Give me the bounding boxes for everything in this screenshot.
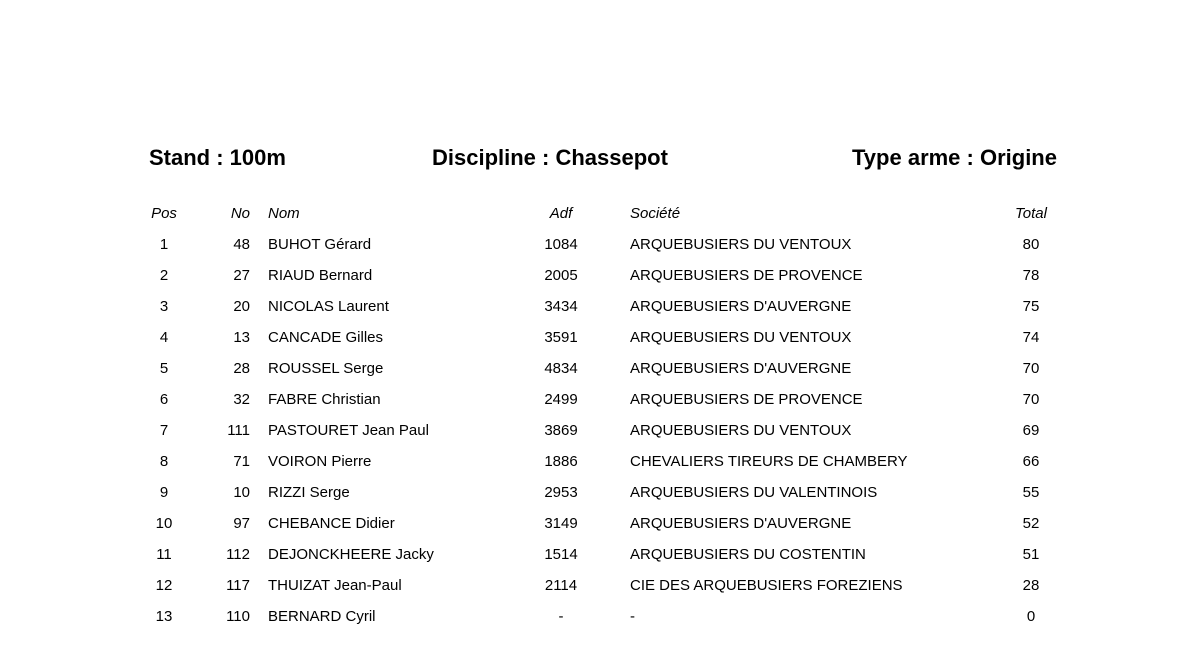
cell-nom: BUHOT Gérard xyxy=(268,236,372,253)
cell-nom: FABRE Christian xyxy=(268,391,381,408)
cell-pos: 1 xyxy=(159,236,169,253)
results-table xyxy=(134,198,1061,632)
cell-no: 13 xyxy=(233,329,250,346)
table-row xyxy=(134,229,1061,260)
table-row xyxy=(134,415,1061,446)
col-header-societe: Société xyxy=(630,205,681,222)
cell-societe: ARQUEBUSIERS DU COSTENTIN xyxy=(630,546,866,563)
cell-total: 80 xyxy=(1022,236,1040,253)
cell-nom: BERNARD Cyril xyxy=(268,608,376,625)
cell-total: 69 xyxy=(1022,422,1040,439)
cell-nom: RIZZI Serge xyxy=(268,484,350,501)
cell-societe: - xyxy=(630,608,635,625)
cell-no: 48 xyxy=(233,236,250,253)
cell-no: 28 xyxy=(233,360,250,377)
cell-societe: ARQUEBUSIERS DU VENTOUX xyxy=(630,236,852,253)
cell-pos: 9 xyxy=(159,484,169,501)
cell-no: 71 xyxy=(233,453,250,470)
cell-total: 51 xyxy=(1022,546,1040,563)
cell-total: 52 xyxy=(1022,515,1040,532)
table-row xyxy=(134,477,1061,508)
cell-no: 97 xyxy=(233,515,250,532)
cell-no: 10 xyxy=(233,484,250,501)
cell-nom: ROUSSEL Serge xyxy=(268,360,384,377)
stand-title: Stand : 100m xyxy=(149,145,286,170)
cell-pos: 11 xyxy=(156,546,172,563)
cell-societe: ARQUEBUSIERS D'AUVERGNE xyxy=(630,515,852,532)
cell-total: 70 xyxy=(1022,360,1040,377)
cell-societe: ARQUEBUSIERS D'AUVERGNE xyxy=(630,298,852,315)
cell-adf: 2499 xyxy=(544,391,578,408)
cell-no: 110 xyxy=(226,608,250,625)
cell-total: 66 xyxy=(1022,453,1040,470)
cell-societe: CIE DES ARQUEBUSIERS FOREZIENS xyxy=(630,577,903,594)
cell-adf: 1514 xyxy=(544,546,578,563)
results-table-body xyxy=(134,229,1061,632)
cell-total: 55 xyxy=(1022,484,1040,501)
cell-pos: 7 xyxy=(159,422,169,439)
cell-total: 74 xyxy=(1022,329,1040,346)
cell-pos: 12 xyxy=(155,577,173,594)
cell-no: 117 xyxy=(226,577,250,594)
table-row xyxy=(134,291,1061,322)
cell-pos: 13 xyxy=(155,608,173,625)
cell-total: 78 xyxy=(1022,267,1040,284)
discipline-title: Discipline : Chassepot xyxy=(432,145,668,170)
cell-nom: DEJONCKHEERE Jacky xyxy=(268,546,434,563)
cell-adf: 3149 xyxy=(544,515,578,532)
cell-pos: 2 xyxy=(159,267,169,284)
cell-total: 75 xyxy=(1022,298,1040,315)
col-header-total: Total xyxy=(1015,205,1047,222)
cell-no: 27 xyxy=(233,267,250,284)
table-row xyxy=(134,353,1061,384)
cell-nom: THUIZAT Jean-Paul xyxy=(268,577,402,594)
cell-adf: 2953 xyxy=(544,484,578,501)
cell-pos: 10 xyxy=(155,515,173,532)
cell-total: 70 xyxy=(1022,391,1040,408)
cell-no: 20 xyxy=(233,298,250,315)
table-row xyxy=(134,384,1061,415)
cell-adf: 1084 xyxy=(544,236,578,253)
table-row xyxy=(134,322,1061,353)
cell-no: 111 xyxy=(227,422,250,439)
cell-adf: 3591 xyxy=(544,329,578,346)
cell-pos: 8 xyxy=(159,453,169,470)
cell-nom: NICOLAS Laurent xyxy=(268,298,389,315)
cell-adf: 2114 xyxy=(544,577,578,594)
cell-nom: PASTOURET Jean Paul xyxy=(268,422,429,439)
cell-societe: ARQUEBUSIERS D'AUVERGNE xyxy=(630,360,852,377)
cell-adf: - xyxy=(558,608,564,625)
table-row xyxy=(134,570,1061,601)
cell-societe: ARQUEBUSIERS DU VENTOUX xyxy=(630,422,852,439)
cell-pos: 6 xyxy=(159,391,169,408)
cell-pos: 5 xyxy=(159,360,169,377)
cell-adf: 1886 xyxy=(544,453,578,470)
table-row xyxy=(134,446,1061,477)
table-row xyxy=(134,601,1061,632)
cell-no: 112 xyxy=(226,546,250,563)
col-header-no: No xyxy=(230,205,250,222)
cell-societe: CHEVALIERS TIREURS DE CHAMBERY xyxy=(630,453,908,470)
cell-nom: CANCADE Gilles xyxy=(268,329,384,346)
type-arme-title: Type arme : Origine xyxy=(852,145,1057,170)
cell-pos: 3 xyxy=(159,298,169,315)
table-row xyxy=(134,508,1061,539)
col-header-pos: Pos xyxy=(151,205,177,222)
cell-nom: VOIRON Pierre xyxy=(268,453,372,470)
cell-pos: 4 xyxy=(159,329,169,346)
cell-societe: ARQUEBUSIERS DU VENTOUX xyxy=(630,329,852,346)
table-row xyxy=(134,539,1061,570)
cell-societe: ARQUEBUSIERS DU VALENTINOIS xyxy=(630,484,878,501)
cell-nom: CHEBANCE Didier xyxy=(268,515,395,532)
cell-nom: RIAUD Bernard xyxy=(268,267,373,284)
cell-societe: ARQUEBUSIERS DE PROVENCE xyxy=(630,391,863,408)
table-header-row xyxy=(134,198,1061,229)
cell-adf: 3434 xyxy=(544,298,578,315)
cell-no: 32 xyxy=(233,391,250,408)
col-header-nom: Nom xyxy=(268,205,300,222)
cell-societe: ARQUEBUSIERS DE PROVENCE xyxy=(630,267,863,284)
cell-adf: 3869 xyxy=(544,422,578,439)
cell-total: 0 xyxy=(1026,608,1036,625)
cell-total: 28 xyxy=(1022,577,1040,594)
table-row xyxy=(134,260,1061,291)
col-header-adf: Adf xyxy=(549,205,573,222)
cell-adf: 2005 xyxy=(544,267,578,284)
cell-adf: 4834 xyxy=(544,360,578,377)
